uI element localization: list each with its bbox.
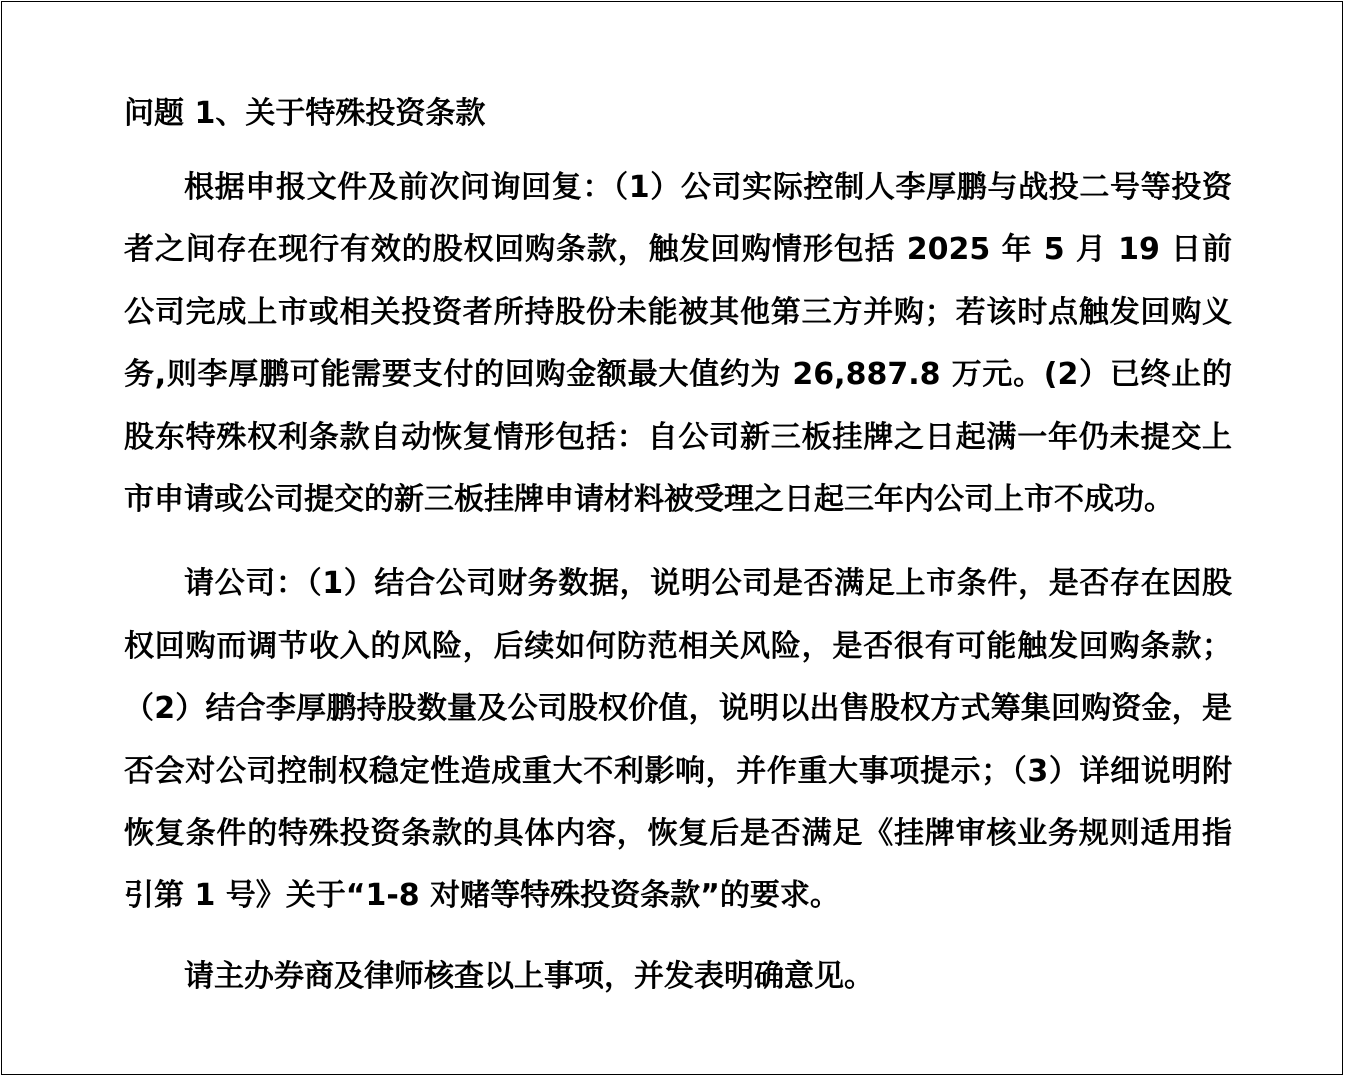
paragraph-requests: 请公司：（1）结合公司财务数据，说明公司是否满足上市条件，是否存在因股权回购而调节收入的风险，后续如何防范相关风险，是否很有可能触发回购条款；（2）结合李厚鹏持股数量及公司股权价值，说明以出售股权方式筹集回购资金，是否会对公司控制权稳定性造成重大不利影响，并作重大事项提示；（3）详细说明附恢复条件的特殊投资条款的具体内容，恢复后是否满足《挂牌审核业务规则适用指引第 1 号》关于“1-8 对赌等特殊投资条款”的要求。 xyxy=(124,566,1232,914)
document-body xyxy=(124,86,1232,1008)
paragraph-verification: 请主办券商及律师核查以上事项，并发表明确意见。 xyxy=(184,958,874,994)
document-page xyxy=(1,1,1343,1075)
paragraph-background: 根据申报文件及前次问询回复：（1）公司实际控制人李厚鹏与战投二号等投资者之间存在现行有效的股权回购条款，触发回购情形包括 2025 年 5 月 19 日前公司完成上市或相关投资者所持股份未能被其他第三方并购；若该时点触发回购义务,则李厚鹏可能需要支付的回购金额最大值约为 26,887.8 万元。(2）已终止的股东特殊权利条款自动恢复情形包括：自公司新三板挂牌之日起满一年仍未提交上市申请或公司提交的新三板挂牌申请材料被受理之日起三年内公司上市不成功。 xyxy=(124,170,1232,518)
section-heading: 问题 1、关于特殊投资条款 xyxy=(124,96,486,131)
